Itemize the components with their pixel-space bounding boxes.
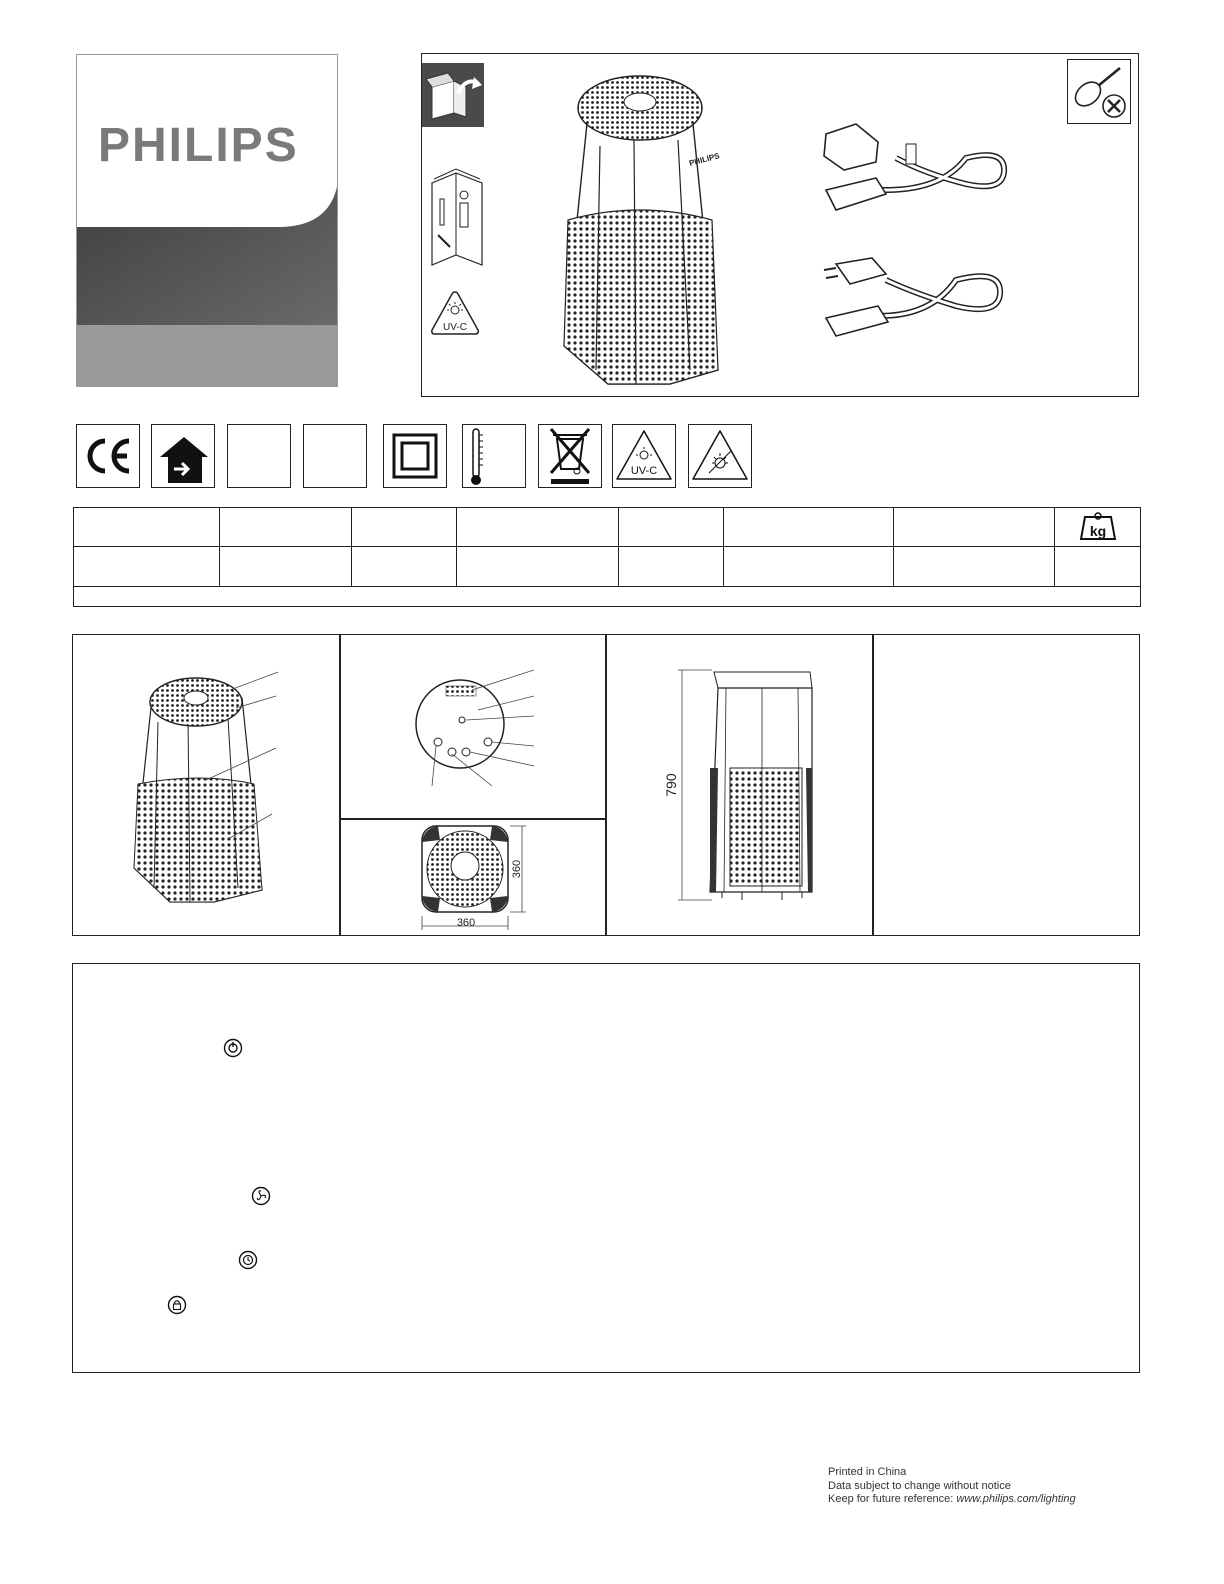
data-change-notice: Data subject to change without notice [828, 1479, 1011, 1492]
manual-icon [430, 165, 486, 269]
fan-speed-button-icon[interactable] [251, 1186, 271, 1206]
uk-power-cord-illustration [816, 118, 1008, 222]
purifier-parts-diagram [130, 668, 290, 908]
spec-note-cell [74, 587, 1141, 607]
weight-header-cell [1055, 508, 1141, 547]
spec-value-cell [894, 547, 1055, 587]
child-lock-button-icon[interactable] [167, 1295, 187, 1315]
blank-symbol-box [227, 424, 291, 488]
blank-symbol-box [303, 424, 367, 488]
spec-value-cell [724, 547, 894, 587]
spec-header-cell [220, 508, 352, 547]
spec-header-cell [352, 508, 457, 547]
spec-header-cell [724, 508, 894, 547]
power-button-icon[interactable] [223, 1038, 243, 1058]
ce-mark-icon [76, 424, 140, 488]
future-reference-text: Keep for future reference: [828, 1493, 957, 1505]
unpack-box-icon [422, 63, 484, 127]
top-view-dimension-diagram [410, 822, 540, 932]
side-view-dimension-diagram [662, 668, 822, 908]
svg-text:360: 360 [511, 859, 523, 879]
spec-value-cell [352, 547, 457, 587]
spec-value-cell [457, 547, 619, 587]
spec-value-cell [74, 547, 220, 587]
spec-header-cell [457, 508, 619, 547]
indoor-use-icon [151, 424, 215, 488]
spec-header-cell [74, 508, 220, 547]
uv-c-warning-icon [430, 290, 480, 336]
weee-bin-icon [538, 424, 602, 488]
spec-value-cell [220, 547, 352, 587]
svg-text:PHILIPS: PHILIPS [688, 151, 721, 168]
no-tools-icon [1067, 59, 1131, 124]
svg-text:UV-C: UV-C [443, 322, 467, 333]
spec-value-cell [1055, 547, 1141, 587]
future-reference-line [828, 1493, 1076, 1507]
uv-c-warning-icon [612, 424, 676, 488]
eu-power-cord-illustration [816, 244, 1008, 340]
svg-text:UV-C: UV-C [630, 465, 658, 477]
air-purifier-illustration [560, 70, 720, 386]
svg-text:kg: kg [1089, 523, 1107, 539]
svg-text:790: 790 [663, 773, 679, 797]
philips-logo: PHILIPS [98, 119, 299, 172]
footer-notes [828, 1466, 1076, 1507]
no-uv-exposure-icon [688, 424, 752, 488]
timer-button-icon[interactable] [238, 1250, 258, 1270]
weight-kg-icon [1055, 509, 1141, 545]
spec-table [73, 507, 1140, 607]
printed-in-text: Printed in China [828, 1466, 907, 1478]
svg-text:360: 360 [456, 917, 476, 929]
class-ii-icon [383, 424, 447, 488]
operation-instructions-box [72, 963, 1140, 1373]
thermometer-icon [462, 424, 526, 488]
philips-website-link[interactable]: www.philips.com/lighting [956, 1493, 1076, 1505]
box-contents-frame [421, 53, 1139, 397]
cover-panel [76, 54, 338, 387]
spec-header-cell [894, 508, 1055, 547]
spec-header-cell [619, 508, 724, 547]
spec-value-cell [619, 547, 724, 587]
control-panel-diagram [410, 664, 540, 788]
